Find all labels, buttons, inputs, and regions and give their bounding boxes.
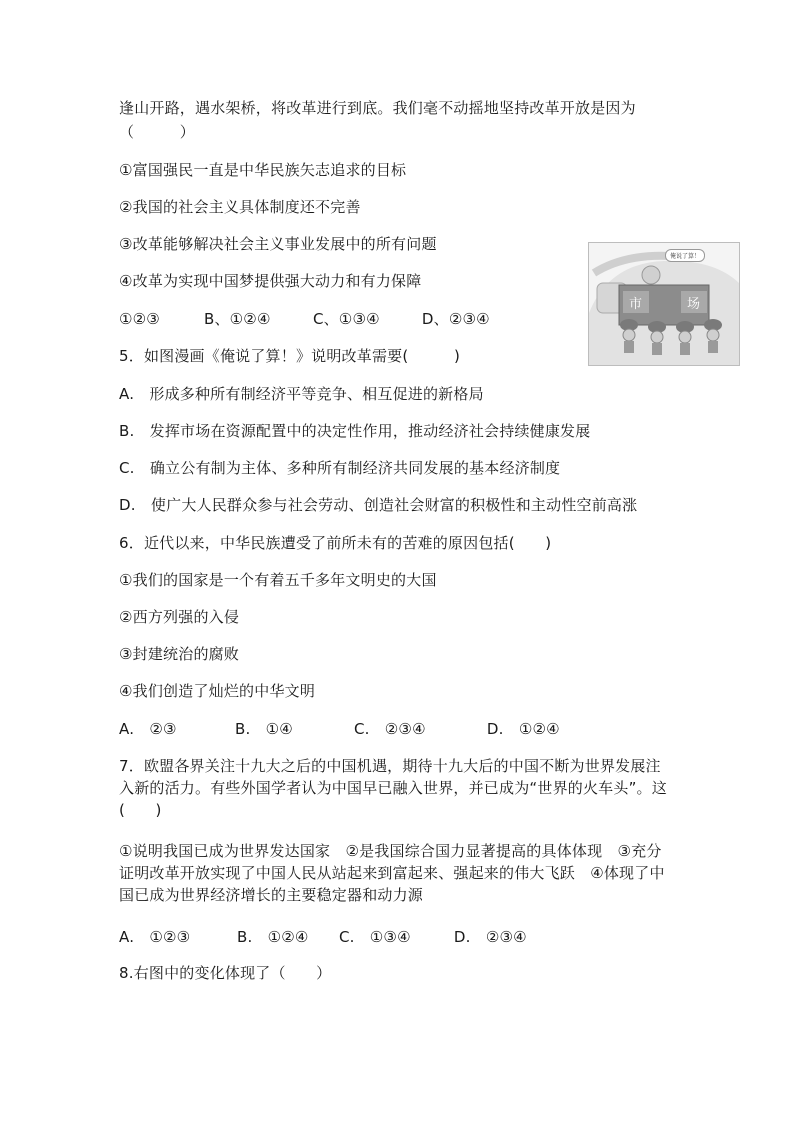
q7-choices (119, 927, 527, 947)
cartoon-sign-left: 市 (629, 297, 643, 312)
q8-stem: 8.右图中的变化体现了（ ） (119, 964, 332, 982)
q4-option-3: ③改革能够解决社会主义事业发展中的所有问题 (119, 235, 437, 253)
q4-choices (119, 309, 490, 329)
q4-choice-d[interactable]: D、②③④ (421, 310, 490, 328)
cartoon-speech-bubble: 俺说了算！ (665, 249, 705, 262)
cartoon-figure (588, 242, 740, 366)
q6-option-4: ④我们创造了灿烂的中华文明 (119, 682, 316, 700)
q6-choice-c[interactable]: C. ②③④ (353, 720, 426, 738)
q7-stem: 7．欧盟各界关注十九大之后的中国机遇，期待十九大后的中国不断为世界发展注入新的活力。有些外国学者认为中国早已融入世界，并已成为“世界的火车头”。这( ) (119, 757, 667, 819)
q4-choice-b[interactable]: B、①②④ (203, 310, 271, 328)
q6-option-3: ③封建统治的腐败 (119, 645, 240, 663)
q5-option-d[interactable]: D. 使广大人民群众参与社会劳动、创造社会财富的积极性和主动性空前高涨 (119, 496, 638, 514)
cartoon-illustration (589, 243, 739, 365)
q7-options: ①说明我国已成为世界发达国家 ②是我国综合国力显著提高的具体体现 ③充分证明改革开放实现了中国人民从站起来到富起来、强起来的伟大飞跃 ④体现了中国已成为世界经济增长的主要稳定器和动力源 (119, 842, 665, 904)
q5-stem: 5．如图漫画《俺说了算！》说明改革需要( ) (119, 347, 461, 365)
q4-stem-line1: 逢山开路，遇水架桥，将改革进行到底。我们毫不动摇地坚持改革开放是因为 (119, 99, 636, 117)
q4-option-1: ①富国强民一直是中华民族矢志追求的目标 (119, 161, 407, 179)
q6-option-1: ①我们的国家是一个有着五千多年文明史的大国 (119, 571, 437, 589)
q7-choice-d[interactable]: D. ②③④ (453, 928, 527, 946)
q6-choice-a[interactable]: A. ②③ (119, 720, 177, 738)
q5-option-b[interactable]: B. 发挥市场在资源配置中的决定性作用，推动经济社会持续健康发展 (119, 422, 591, 440)
q5-option-c[interactable]: C. 确立公有制为主体、多种所有制经济共同发展的基本经济制度 (119, 459, 561, 477)
q6-choice-d[interactable]: D. ①②④ (486, 720, 560, 738)
cartoon-sign-right: 场 (687, 297, 701, 312)
q7-choice-b[interactable]: B. ①②④ (236, 928, 309, 946)
q4-choice-a[interactable]: ①②③ (119, 310, 160, 328)
q6-choices (119, 719, 560, 739)
q4-option-2: ②我国的社会主义具体制度还不完善 (119, 198, 361, 216)
q6-choice-b[interactable]: B. ①④ (234, 720, 293, 738)
q7-choice-a[interactable]: A. ①②③ (119, 928, 191, 946)
q6-stem: 6．近代以来，中华民族遭受了前所未有的苦难的原因包括( ) (119, 534, 552, 552)
q5-option-a[interactable]: A. 形成多种所有制经济平等竞争、相互促进的新格局 (119, 385, 484, 403)
q4-choice-c[interactable]: C、①③④ (312, 310, 380, 328)
q6-option-2: ②西方列强的入侵 (119, 608, 240, 626)
q4-stem-line2: （ ） (119, 123, 196, 141)
q7-choice-c[interactable]: C. ①③④ (338, 928, 411, 946)
q4-option-4: ④改革为实现中国梦提供强大动力和有力保障 (119, 272, 422, 290)
